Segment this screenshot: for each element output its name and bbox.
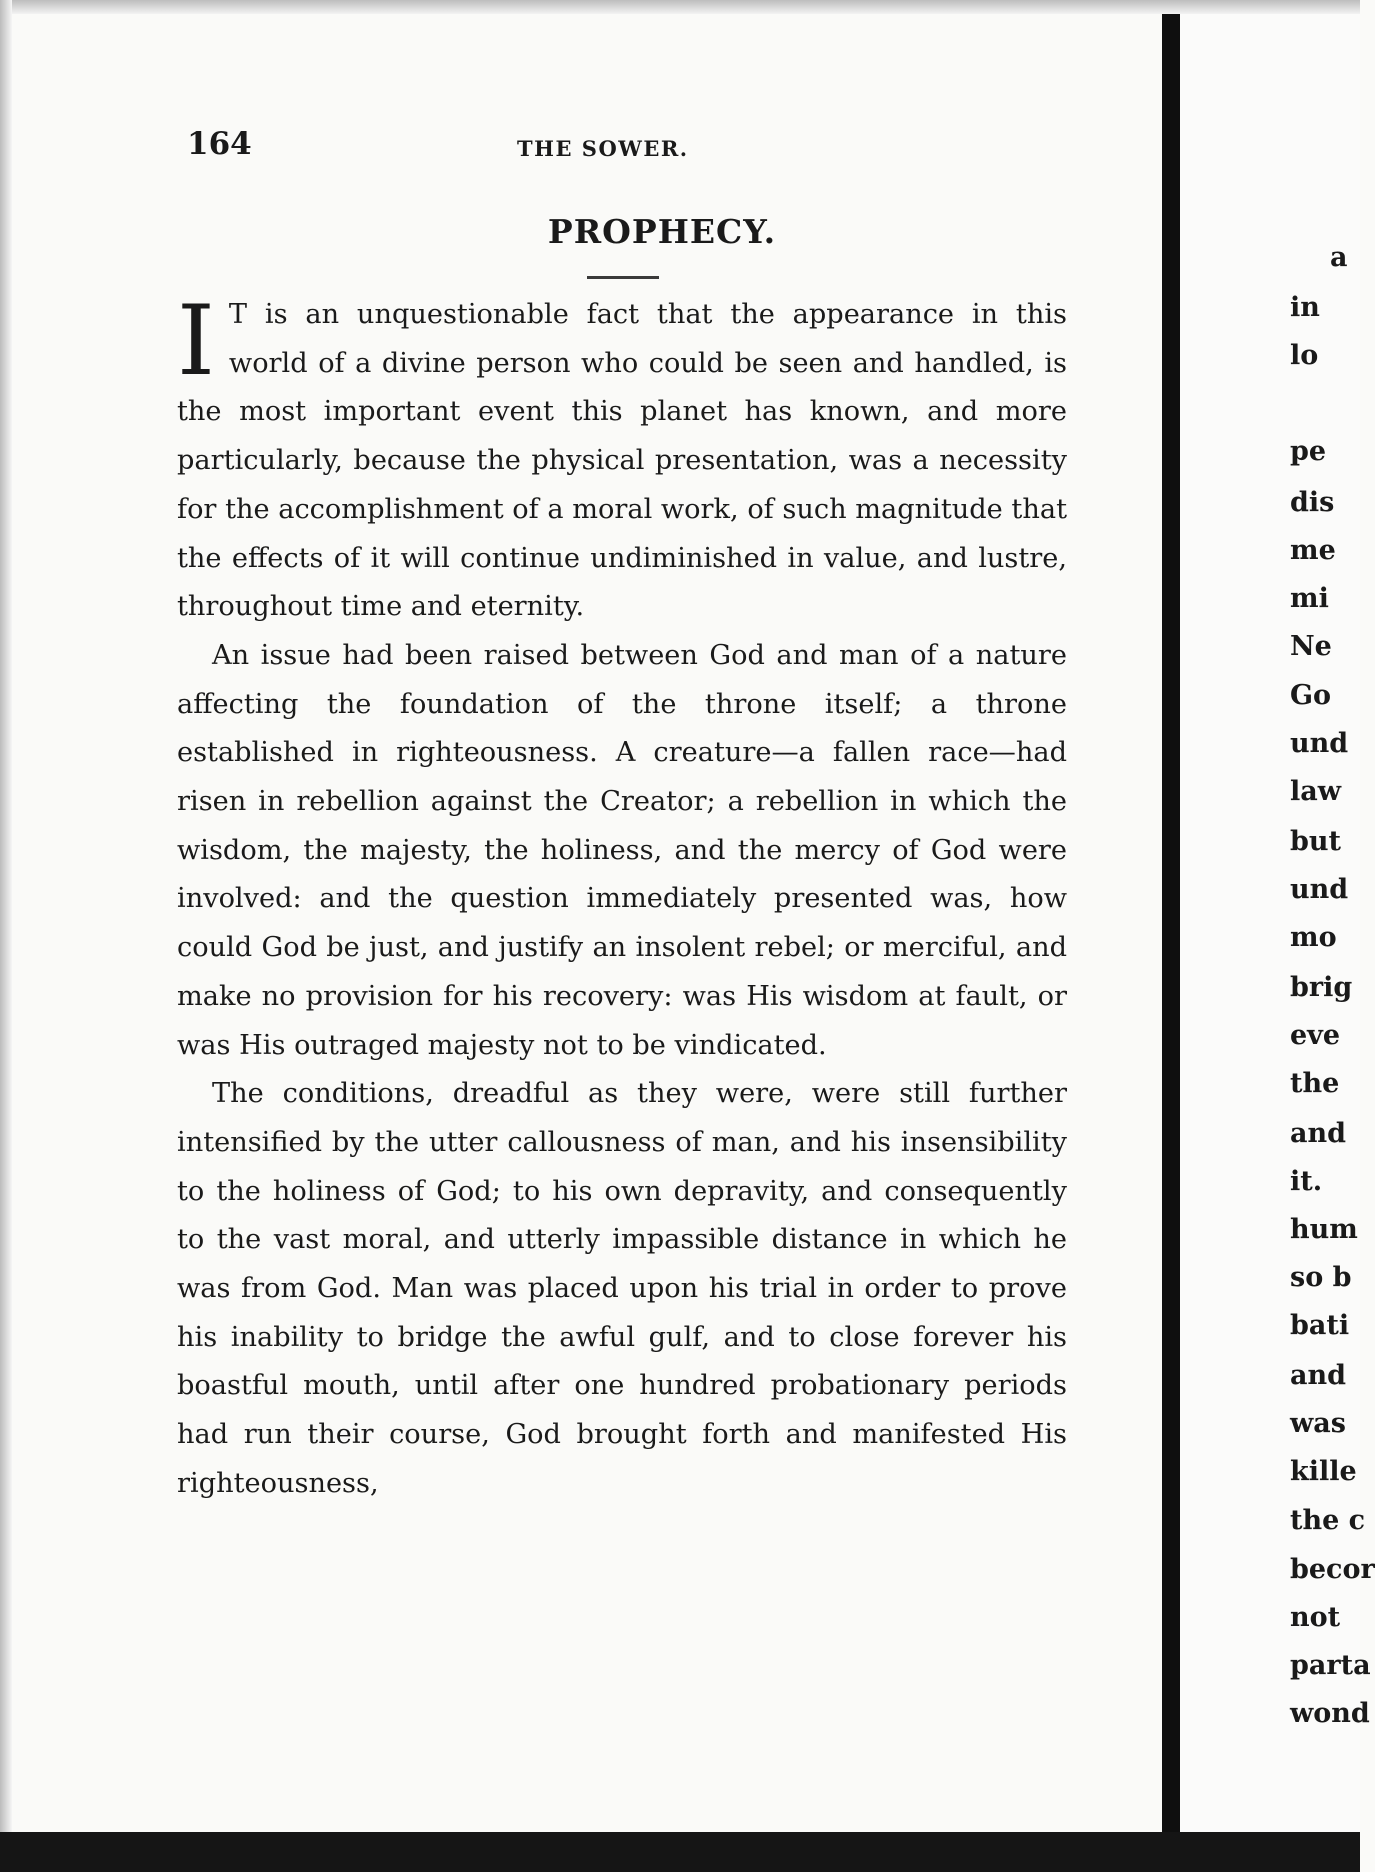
facing-page-line: dis bbox=[1290, 487, 1335, 518]
facing-page-line: brig bbox=[1290, 972, 1353, 1003]
facing-page-line: it. bbox=[1290, 1166, 1323, 1197]
facing-page-line: but bbox=[1290, 826, 1341, 857]
running-head bbox=[12, 126, 1162, 166]
facing-page-line: was bbox=[1290, 1408, 1346, 1439]
facing-page-line: wond bbox=[1290, 1698, 1370, 1729]
running-title: THE SOWER. bbox=[517, 136, 689, 161]
paragraph: The conditions, dreadful as they were, were still further intensified by the utter callousness of man, and his insensibility to the holiness of God; to his own depravity, and consequently to the vast moral, and utterly impassible distance in which he was from God. Man was placed upon his trial in order to prove his inability to bridge the awful gulf, and to close forever his boastful mouth, until after one hundred probationary periods had run their course, God brought forth and manifested His righteousness, bbox=[177, 1078, 1067, 1499]
facing-page-line: me bbox=[1290, 535, 1336, 566]
facing-page-line: the bbox=[1290, 1068, 1340, 1099]
facing-page-line: Ne bbox=[1290, 631, 1332, 662]
scan-edge-top bbox=[0, 0, 1360, 14]
facing-page-line: eve bbox=[1290, 1020, 1341, 1051]
facing-page-line: hum bbox=[1290, 1214, 1358, 1245]
facing-page-line: law bbox=[1290, 776, 1341, 807]
facing-page-line: pe bbox=[1290, 436, 1327, 467]
facing-page-line: und bbox=[1290, 874, 1349, 905]
facing-page-line: and bbox=[1290, 1360, 1347, 1391]
left-page bbox=[12, 14, 1162, 1832]
article-title: PROPHECY. bbox=[547, 212, 777, 251]
facing-page-line: becor bbox=[1290, 1554, 1375, 1585]
page-number: 164 bbox=[187, 126, 252, 162]
facing-page-line: lo bbox=[1290, 340, 1319, 371]
book-gutter bbox=[1162, 14, 1180, 1832]
paragraph: I T is an unquestionable fact that the appearance in this world of a divine person who could be seen and handled, is the most important event this planet has known, and more particularly, because the physical presentation, was a necessity for the accomplishment of a moral work, of such magnitude that the effects of it will continue undiminished in value, and lustre, throughout time and eternity. bbox=[177, 285, 1067, 623]
facing-page-line: not bbox=[1290, 1602, 1341, 1633]
paragraph: An issue had been raised between God and man of a nature affecting the foundation of the throne itself; a throne established in righteousness. A creature—a fallen race—had risen in rebellion against the Creator; a rebellion in which the wisdom, the majesty, the holiness, and the mercy of God were involved: and the question immediately presented was, how could God be just, and justify an insolent rebel; or merciful, and make no provision for his recovery: was His wisdom at fault, or was His outraged majesty not to be vindicated. bbox=[177, 639, 1067, 1061]
facing-page-line: the c bbox=[1290, 1505, 1366, 1536]
facing-page-line: and bbox=[1290, 1118, 1347, 1149]
facing-page-text bbox=[1290, 0, 1375, 1872]
scan-edge-bottom bbox=[0, 1832, 1360, 1872]
facing-page-line: parta bbox=[1290, 1650, 1371, 1681]
facing-page-line: in bbox=[1290, 292, 1320, 323]
title-rule bbox=[587, 276, 659, 279]
facing-page-line: Go bbox=[1290, 680, 1332, 711]
drop-cap: I bbox=[177, 285, 215, 397]
facing-page-line: und bbox=[1290, 728, 1349, 759]
scan-edge-left bbox=[0, 0, 12, 1872]
article-body bbox=[177, 285, 1067, 1509]
facing-page-line: mi bbox=[1290, 583, 1329, 614]
facing-page-line: a bbox=[1330, 242, 1348, 273]
facing-page-line: kille bbox=[1290, 1456, 1357, 1487]
facing-page-line: bati bbox=[1290, 1310, 1350, 1341]
facing-page-line: so b bbox=[1290, 1262, 1352, 1293]
facing-page-line: mo bbox=[1290, 922, 1337, 953]
